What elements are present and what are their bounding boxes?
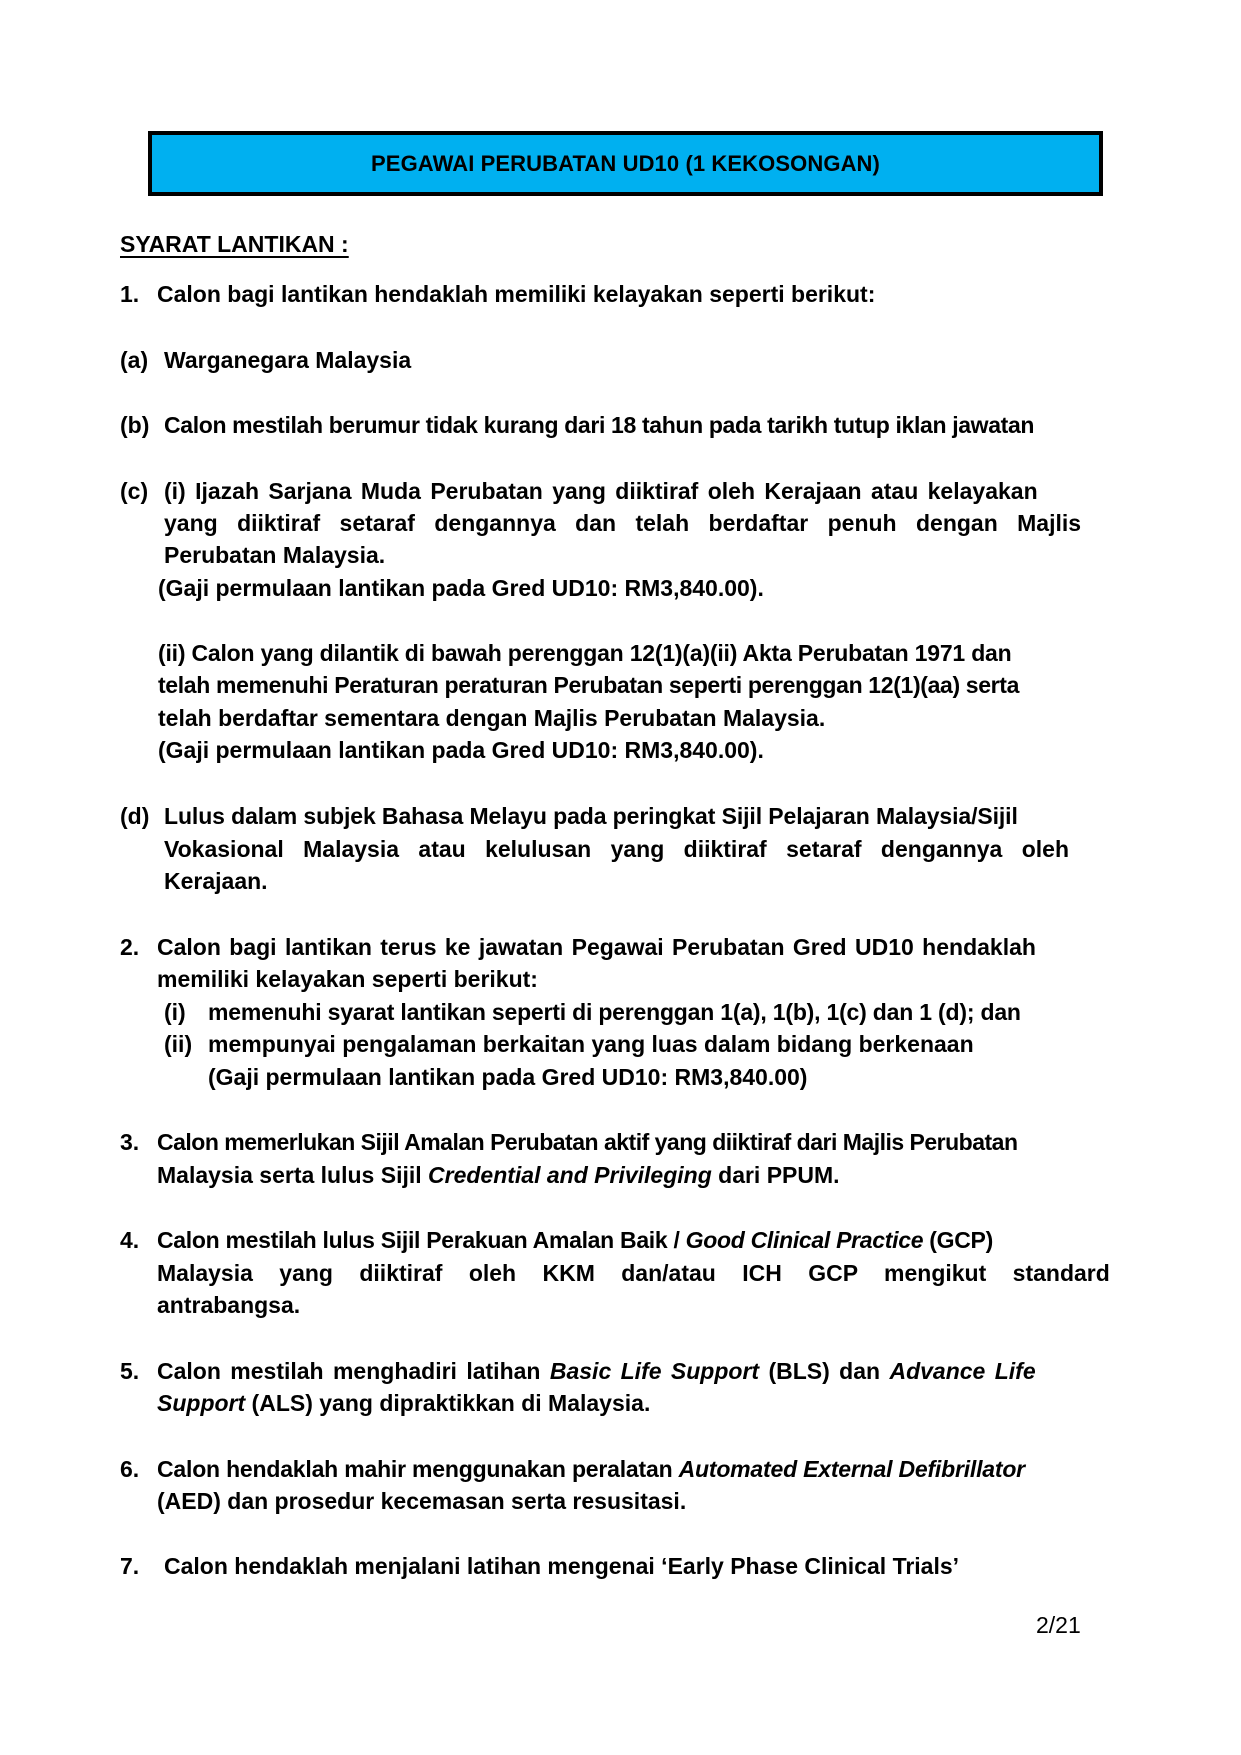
item-7-number: 7. — [120, 1553, 140, 1579]
item-1c-i-salary: (Gaji permulaan lantikan pada Gred UD10: RM3,840.00). — [158, 575, 764, 601]
item-1d-line3: Kerajaan. — [164, 868, 268, 894]
item-1a: (a) Warganegara Malaysia — [120, 347, 412, 373]
item-2-i: (i) memenuhi syarat lantikan seperti di perenggan 1(a), 1(b), 1(c) dan 1 (d); dan — [164, 999, 1021, 1025]
item-1c-i-line1: (i) Ijazah Sarjana Muda Perubatan yang diiktiraf oleh Kerajaan atau kelayakan — [164, 478, 1038, 504]
item-5-number: 5. — [120, 1358, 140, 1384]
item-6-number: 6. — [120, 1456, 140, 1482]
item-1c-ii-line1: (ii) Calon yang dilantik di bawah perenggan 12(1)(a)(ii) Akta Perubatan 1971 dan — [158, 640, 1012, 666]
item-4-number: 4. — [120, 1227, 140, 1253]
position-title-banner — [148, 131, 1103, 196]
item-2-ii: (ii) mempunyai pengalaman berkaitan yang luas dalam bidang berkenaan — [164, 1031, 974, 1057]
item-7-text: Calon hendaklah menjalani latihan mengenai ‘Early Phase Clinical Trials’ — [164, 1553, 960, 1579]
item-1c-ii-salary: (Gaji permulaan lantikan pada Gred UD10: RM3,840.00). — [158, 737, 764, 763]
item-1b: (b) Calon mestilah berumur tidak kurang dari 18 tahun pada tarikh tutup iklan jawatan — [120, 412, 1035, 438]
item-2-number: 2. — [120, 934, 140, 960]
item-1: 1. Calon bagi lantikan hendaklah memiliki kelayakan seperti berikut: — [120, 281, 876, 307]
page-number: 2/21 — [1036, 1612, 1081, 1638]
item-1c-ii-line3: telah berdaftar sementara dengan Majlis Perubatan Malaysia. — [158, 705, 826, 731]
item-4-line1: Calon mestilah lulus Sijil Perakuan Amalan Baik / Good Clinical Practice (GCP) — [157, 1227, 993, 1253]
item-2-line2: memiliki kelayakan seperti berikut: — [157, 966, 538, 992]
item-1d-line1: Lulus dalam subjek Bahasa Melayu pada peringkat Sijil Pelajaran Malaysia/Sijil — [164, 803, 1018, 829]
item-3-number: 3. — [120, 1129, 140, 1155]
item-1c-ii-line2: telah memenuhi Peraturan peraturan Perubatan seperti perenggan 12(1)(aa) serta — [158, 672, 1020, 698]
item-number: 1. — [120, 281, 140, 307]
section-heading: SYARAT LANTIKAN : — [120, 231, 349, 257]
position-title: PEGAWAI PERUBATAN UD10 (1 KEKOSONGAN) — [371, 150, 880, 176]
item-1d-label: (d) — [120, 803, 150, 829]
item-4-line3: antrabangsa. — [157, 1292, 301, 1318]
item-1c-i-line3: Perubatan Malaysia. — [164, 542, 386, 568]
item-4-line2: Malaysia yang diiktiraf oleh KKM dan/atau ICH GCP mengikut standard — [157, 1260, 1110, 1286]
item-5-line2: Support (ALS) yang dipraktikkan di Malaysia. — [157, 1390, 651, 1416]
item-6-line1: Calon hendaklah mahir menggunakan peralatan Automated External Defibrillator — [157, 1456, 1025, 1482]
item-5-line1: Calon mestilah menghadiri latihan Basic Life Support (BLS) dan Advance Life — [157, 1358, 1036, 1384]
item-3-line2: Malaysia serta lulus Sijil Credential and Privileging dari PPUM. — [157, 1162, 840, 1188]
item-2-line1: Calon bagi lantikan terus ke jawatan Pegawai Perubatan Gred UD10 hendaklah — [157, 934, 1036, 960]
item-1c-i-line2: yang diiktiraf setaraf dengannya dan telah berdaftar penuh dengan Majlis — [164, 510, 1082, 536]
item-1d-line2: Vokasional Malaysia atau kelulusan yang diiktiraf setaraf dengannya oleh — [164, 836, 1070, 862]
item-1c-label: (c) — [120, 478, 149, 504]
item-3-line1: Calon memerlukan Sijil Amalan Perubatan aktif yang diiktiraf dari Majlis Perubatan — [157, 1129, 1018, 1155]
item-2-salary: (Gaji permulaan lantikan pada Gred UD10: RM3,840.00) — [208, 1064, 808, 1090]
item-6-line2: (AED) dan prosedur kecemasan serta resusitasi. — [157, 1488, 687, 1514]
